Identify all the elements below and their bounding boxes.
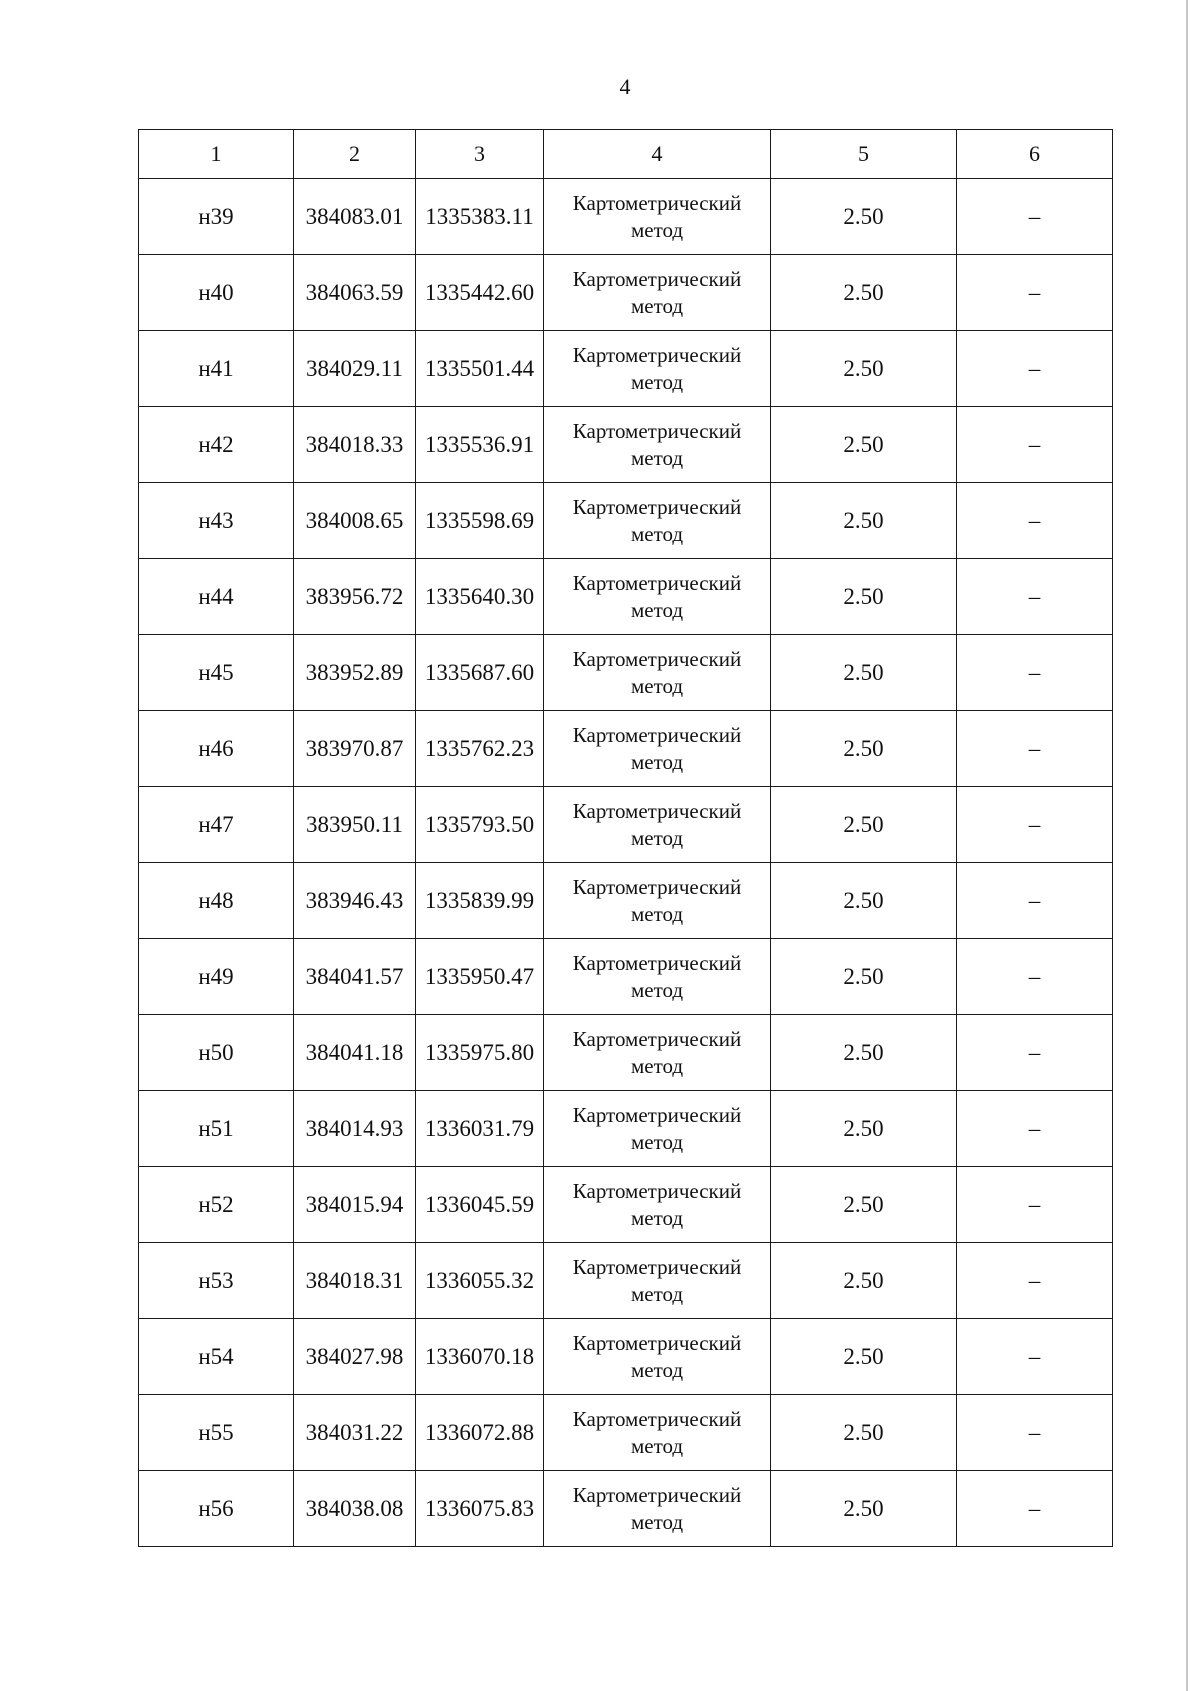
method-line-2: метод [630,369,684,394]
method-line-1: Картометрический [572,1330,742,1355]
x-coordinate-cell: 384015.94 [294,1167,416,1243]
method-line-1: Картометрический [572,1178,742,1203]
x-coordinate-cell: 383970.87 [294,711,416,787]
table-row [139,179,1113,255]
method-cell [544,787,771,863]
point-id-cell: н46 [139,711,294,787]
method-cell [544,1395,771,1471]
method-line-2: метод [630,1509,684,1534]
note-cell: – [957,255,1113,331]
x-coordinate-cell: 384083.01 [294,179,416,255]
y-coordinate-cell: 1336075.83 [416,1471,544,1547]
point-id-cell: н42 [139,407,294,483]
table-row [139,635,1113,711]
method-cell [544,1015,771,1091]
accuracy-cell: 2.50 [771,711,957,787]
note-cell: – [957,787,1113,863]
point-id-cell: н56 [139,1471,294,1547]
header-row [139,130,1113,179]
method-line-1: Картометрический [572,646,742,671]
point-id-cell: н53 [139,1243,294,1319]
x-coordinate-cell: 384041.57 [294,939,416,1015]
x-coordinate-cell: 384014.93 [294,1091,416,1167]
note-cell: – [957,1015,1113,1091]
note-cell: – [957,179,1113,255]
point-id-cell: н52 [139,1167,294,1243]
note-cell: – [957,483,1113,559]
header-cell-6: 6 [957,130,1113,179]
method-line-1: Картометрический [572,190,742,215]
x-coordinate-cell: 383946.43 [294,863,416,939]
method-line-1: Картометрический [572,1406,742,1431]
method-line-1: Картометрический [572,418,742,443]
table-row [139,711,1113,787]
table-row [139,1243,1113,1319]
point-id-cell: н50 [139,1015,294,1091]
table-header [139,130,1113,179]
method-line-2: метод [630,1053,684,1078]
accuracy-cell: 2.50 [771,255,957,331]
note-cell: – [957,1167,1113,1243]
method-line-2: метод [630,1129,684,1154]
method-line-2: метод [630,977,684,1002]
method-line-1: Картометрический [572,798,742,823]
y-coordinate-cell: 1336070.18 [416,1319,544,1395]
point-id-cell: н49 [139,939,294,1015]
point-id-cell: н55 [139,1395,294,1471]
page-edge-line [1186,0,1188,1691]
note-cell: – [957,1319,1113,1395]
table-row [139,483,1113,559]
method-line-1: Картометрический [572,950,742,975]
y-coordinate-cell: 1335501.44 [416,331,544,407]
note-cell: – [957,559,1113,635]
method-line-1: Картометрический [572,342,742,367]
method-line-1: Картометрический [572,1026,742,1051]
accuracy-cell: 2.50 [771,179,957,255]
table-row [139,331,1113,407]
x-coordinate-cell: 384031.22 [294,1395,416,1471]
accuracy-cell: 2.50 [771,863,957,939]
accuracy-cell: 2.50 [771,635,957,711]
table-body [139,179,1113,1547]
method-cell [544,1167,771,1243]
y-coordinate-cell: 1336031.79 [416,1091,544,1167]
note-cell: – [957,939,1113,1015]
accuracy-cell: 2.50 [771,407,957,483]
x-coordinate-cell: 384018.31 [294,1243,416,1319]
accuracy-cell: 2.50 [771,559,957,635]
point-id-cell: н41 [139,331,294,407]
x-coordinate-cell: 384027.98 [294,1319,416,1395]
y-coordinate-cell: 1335687.60 [416,635,544,711]
note-cell: – [957,635,1113,711]
header-cell-1: 1 [139,130,294,179]
method-line-2: метод [630,1433,684,1458]
method-line-2: метод [630,1281,684,1306]
note-cell: – [957,407,1113,483]
x-coordinate-cell: 384008.65 [294,483,416,559]
method-line-2: метод [630,673,684,698]
method-cell [544,635,771,711]
note-cell: – [957,863,1113,939]
y-coordinate-cell: 1335442.60 [416,255,544,331]
y-coordinate-cell: 1335383.11 [416,179,544,255]
method-line-1: Картометрический [572,874,742,899]
table-row [139,939,1113,1015]
table-row [139,787,1113,863]
method-line-1: Картометрический [572,266,742,291]
note-cell: – [957,1471,1113,1547]
accuracy-cell: 2.50 [771,1471,957,1547]
method-line-2: метод [630,1205,684,1230]
method-line-2: метод [630,1357,684,1382]
point-id-cell: н48 [139,863,294,939]
method-line-1: Картометрический [572,722,742,747]
accuracy-cell: 2.50 [771,1015,957,1091]
y-coordinate-cell: 1335536.91 [416,407,544,483]
method-line-1: Картометрический [572,1102,742,1127]
accuracy-cell: 2.50 [771,1319,957,1395]
x-coordinate-cell: 384018.33 [294,407,416,483]
y-coordinate-cell: 1335640.30 [416,559,544,635]
accuracy-cell: 2.50 [771,1395,957,1471]
method-cell [544,483,771,559]
method-cell [544,1471,771,1547]
table-row [139,863,1113,939]
table-row [139,1091,1113,1167]
x-coordinate-cell: 384029.11 [294,331,416,407]
table-row [139,559,1113,635]
method-line-1: Картометрический [572,1254,742,1279]
method-line-2: метод [630,217,684,242]
method-line-1: Картометрический [572,1482,742,1507]
table-row [139,407,1113,483]
method-line-1: Картометрический [572,570,742,595]
method-line-2: метод [630,597,684,622]
note-cell: – [957,1395,1113,1471]
method-cell [544,331,771,407]
y-coordinate-cell: 1336045.59 [416,1167,544,1243]
accuracy-cell: 2.50 [771,483,957,559]
accuracy-cell: 2.50 [771,331,957,407]
method-cell [544,939,771,1015]
x-coordinate-cell: 383950.11 [294,787,416,863]
point-id-cell: н39 [139,179,294,255]
method-line-2: метод [630,521,684,546]
page-number: 4 [619,74,631,99]
point-id-cell: н45 [139,635,294,711]
method-line-1: Картометрический [572,494,742,519]
table-row [139,1395,1113,1471]
table-row [139,1319,1113,1395]
y-coordinate-cell: 1336055.32 [416,1243,544,1319]
method-line-2: метод [630,901,684,926]
point-id-cell: н54 [139,1319,294,1395]
x-coordinate-cell: 383952.89 [294,635,416,711]
method-cell [544,559,771,635]
method-cell [544,179,771,255]
accuracy-cell: 2.50 [771,1167,957,1243]
x-coordinate-cell: 384041.18 [294,1015,416,1091]
accuracy-cell: 2.50 [771,1091,957,1167]
point-id-cell: н44 [139,559,294,635]
note-cell: – [957,1243,1113,1319]
x-coordinate-cell: 383956.72 [294,559,416,635]
x-coordinate-cell: 384038.08 [294,1471,416,1547]
header-cell-4: 4 [544,130,771,179]
accuracy-cell: 2.50 [771,939,957,1015]
method-cell [544,1319,771,1395]
header-cell-5: 5 [771,130,957,179]
y-coordinate-cell: 1335762.23 [416,711,544,787]
method-cell [544,1243,771,1319]
y-coordinate-cell: 1335950.47 [416,939,544,1015]
method-cell [544,255,771,331]
point-id-cell: н43 [139,483,294,559]
y-coordinate-cell: 1335839.99 [416,863,544,939]
method-cell [544,863,771,939]
accuracy-cell: 2.50 [771,1243,957,1319]
table-row [139,1471,1113,1547]
note-cell: – [957,711,1113,787]
point-id-cell: н51 [139,1091,294,1167]
header-cell-3: 3 [416,130,544,179]
note-cell: – [957,331,1113,407]
y-coordinate-cell: 1335598.69 [416,483,544,559]
method-cell [544,711,771,787]
note-cell: – [957,1091,1113,1167]
table-row [139,1167,1113,1243]
point-id-cell: н47 [139,787,294,863]
accuracy-cell: 2.50 [771,787,957,863]
y-coordinate-cell: 1335793.50 [416,787,544,863]
header-cell-2: 2 [294,130,416,179]
table-row [139,255,1113,331]
table-row [139,1015,1113,1091]
method-line-2: метод [630,293,684,318]
y-coordinate-cell: 1335975.80 [416,1015,544,1091]
method-line-2: метод [630,825,684,850]
method-line-2: метод [630,445,684,470]
y-coordinate-cell: 1336072.88 [416,1395,544,1471]
coordinates-table [138,129,1113,1547]
method-cell [544,1091,771,1167]
method-line-2: метод [630,749,684,774]
x-coordinate-cell: 384063.59 [294,255,416,331]
method-cell [544,407,771,483]
point-id-cell: н40 [139,255,294,331]
